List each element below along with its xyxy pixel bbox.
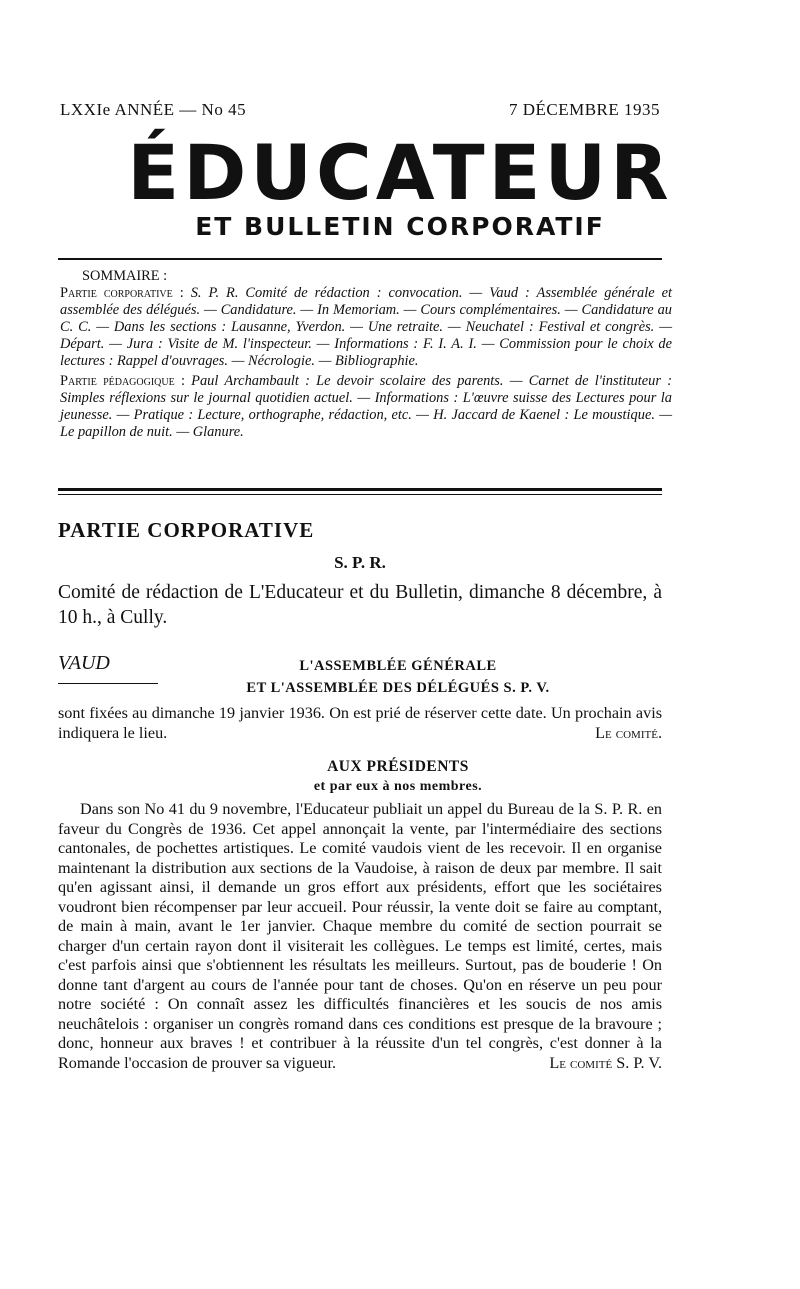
- presidents-subheading: et par eux à nos membres.: [313, 779, 483, 794]
- section-heading: PARTIE CORPORATIVE: [58, 518, 315, 542]
- sommaire-corporative: [60, 285, 672, 370]
- sommaire-pedagogique: [60, 373, 672, 441]
- table-of-contents: [60, 268, 672, 441]
- masthead-title: ÉDUCATEUR: [127, 128, 673, 217]
- presidents-signature: Le comité S. P. V.: [549, 1053, 662, 1072]
- sommaire-corporative-label: Partie corporative :: [60, 285, 184, 301]
- sommaire-pedagogique-label: Partie pédagogique :: [60, 373, 185, 389]
- assembly-notice: [58, 704, 662, 743]
- presidents-letter: [58, 800, 662, 1073]
- presidents-heading: AUX PRÉSIDENTS: [327, 758, 469, 775]
- assembly-heading: L'ASSEMBLÉE GÉNÉRALE: [299, 658, 497, 674]
- masthead-subtitle: ET BULLETIN CORPORATIF: [195, 212, 605, 241]
- issue-number: LXXIe ANNÉE — No 45: [60, 100, 247, 119]
- double-rule-bottom: [58, 494, 662, 495]
- issue-date: 7 DÉCEMBRE 1935: [508, 100, 660, 119]
- masthead-divider: [58, 258, 662, 260]
- assembly-signature: Le comité.: [595, 723, 662, 742]
- assembly-text: sont fixées au dimanche 19 janvier 1936. On est prié de réserver cette date. Un prochain avis indiquera le lieu.: [58, 704, 662, 742]
- committee-notice: Comité de rédaction de L'Educateur et du Bulletin, dimanche 8 décembre, à 10 h., à Cully.: [58, 582, 662, 628]
- sommaire-pedagogique-text: Paul Archambault : Le devoir scolaire des parents. — Carnet de l'instituteur : Simples réflexions sur le journal quotidien actuel. — Informations : L'œuvre suisse des Lectures pour la jeunesse. — Pratique : Lecture, orthographe, rédaction, etc. — H. Jaccard de Kaenel : Le moustique. — Le papillon de nuit. — Glanure.: [60, 373, 672, 440]
- sommaire-heading: SOMMAIRE :: [82, 268, 168, 284]
- presidents-text: Dans son No 41 du 9 novembre, l'Educateur publiait un appel du Bureau de la S. P. R. en faveur du Congrès de 1936. Cet appel annonçait la vente, par l'intermédiaire des sections cantonales, de pochettes artistiques. Le comité vaudois vient de les recevoir. Il en organise maintenant la distribution aux sections de la Vaudoise, à raison de deux par membre. Il sait qu'en agissant ainsi, il demande un gros effort aux présidents, effort que les sociétaires voudront bien récompenser par leur accueil. Pour réussir, la vente doit se faire au comptant, de main à main, avant le 1er janvier. Chaque membre du comité de section pourrait se charger d'un certain rayon dont il visiterait les collègues. Le temps est limité, certes, mais c'est parfois ainsi que s'obtiennent les résultats les meilleurs. Surtout, pas de bouderie ! On donne tant d'argent au cours de l'année pour tant de choses. Qu'on en réserve un peu pour notre société : On connaît assez les difficultés financières et les soucis de nos amis neuchâtelois : organiser un congrès romand dans ces conditions est presque de la bravoure ; donc, honneur aux braves ! et contribuer à la réussite d'un tel congrès, c'est donner à la Romande l'occasion de prouver sa vigueur.: [58, 800, 662, 1072]
- spr-heading: S. P. R.: [334, 553, 386, 572]
- double-rule-top: [58, 488, 662, 491]
- vaud-label: VAUD: [58, 652, 110, 674]
- delegates-heading: ET L'ASSEMBLÉE DES DÉLÉGUÉS S. P. V.: [246, 680, 550, 696]
- sommaire-corporative-text: S. P. R. Comité de rédaction : convocation. — Vaud : Assemblée générale et assemblée des délégués. — Candidature. — In Memoriam. — Cours complémentaires. — Candidature au C. C. — Dans les sections : Lausanne, Yverdon. — Une retraite. — Neuchatel : Festival et congrès. — Départ. — Jura : Visite de M. l'inspecteur. — Informations : F. I. A. I. — Commission pour le choix de lectures : Rappel d'ouvrages. — Nécrologie. — Bibliographie.: [60, 285, 672, 369]
